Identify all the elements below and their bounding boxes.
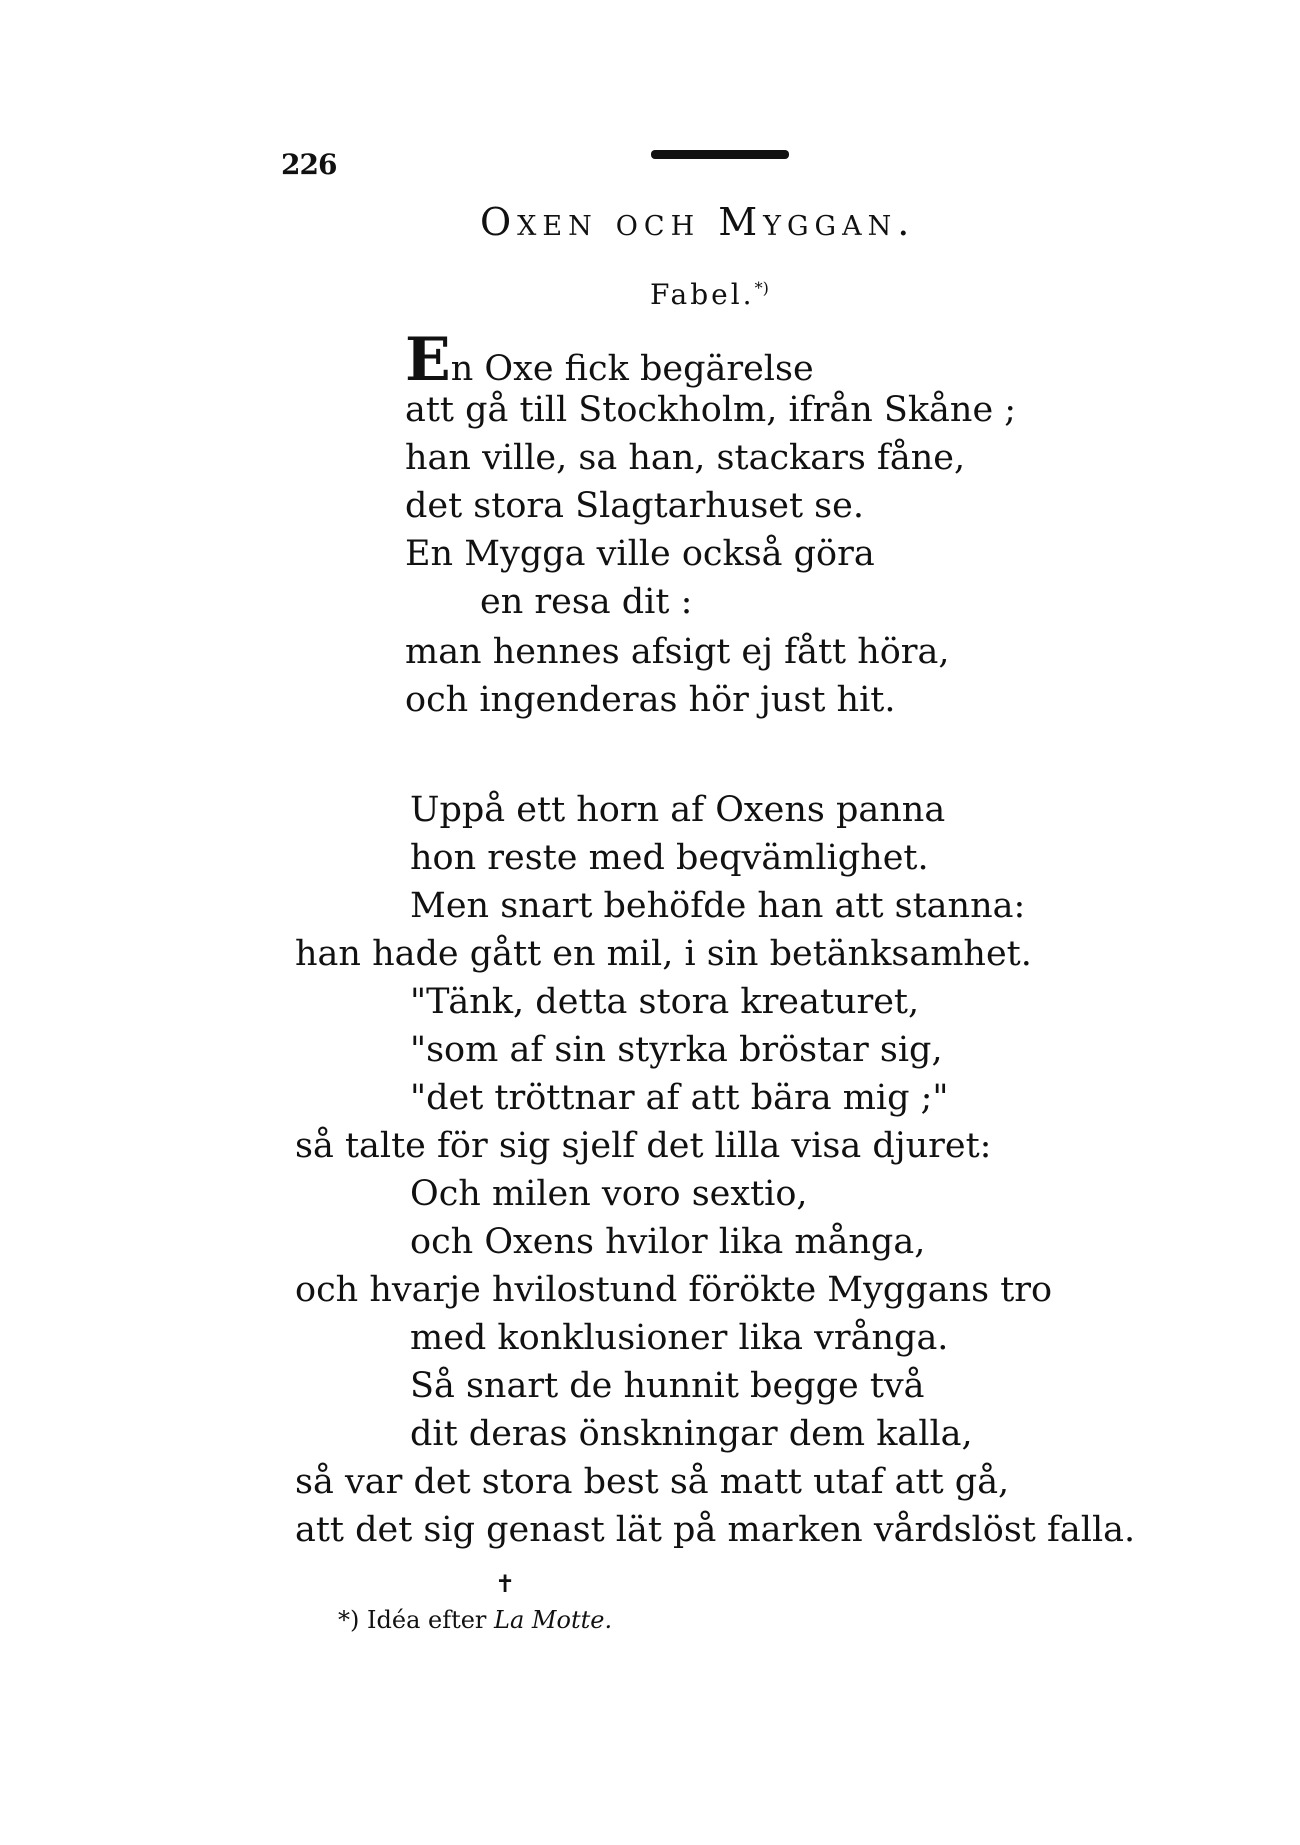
poem-line: det stora Slagtarhuset se. [405, 486, 864, 526]
poem-line: han ville, sa han, stackars fåne, [405, 438, 966, 478]
poem-line [405, 325, 814, 395]
page-number: 226 [281, 148, 337, 181]
poem-title: Oxen och Myggan. [480, 200, 916, 244]
poem-line: att gå till Stockholm, ifrån Skåne ; [405, 390, 1017, 430]
poem-line: han hade gått en mil, i sin betänksamhet. [295, 934, 1032, 974]
footnote-text: Idéa efter [367, 1606, 487, 1634]
subtitle-text: Fabel. [650, 278, 755, 311]
poem-line: och hvarje hvilostund förökte Myggans tro [295, 1270, 1053, 1310]
footnote-author: La Motte. [494, 1606, 613, 1634]
catchword-mark: ✝ [495, 1570, 516, 1598]
poem-line: så var det stora best så matt utaf att gå, [295, 1462, 1010, 1502]
poem-line: dit deras önskningar dem kalla, [410, 1414, 973, 1454]
header-rule [651, 150, 789, 159]
poem-line: Så snart de hunnit begge två [410, 1366, 925, 1406]
poem-line: En Mygga ville också göra [405, 534, 875, 574]
poem-line: Och milen voro sextio, [410, 1174, 808, 1214]
footnote [338, 1606, 612, 1634]
footnote-reference: *) [754, 278, 769, 298]
line-rest: n Oxe fick begärelse [450, 349, 814, 389]
poem-line: att det sig genast lät på marken vårdslöst falla. [295, 1510, 1136, 1550]
poem-line: med konklusioner lika vrånga. [410, 1318, 949, 1358]
footnote-mark: *) [338, 1606, 360, 1634]
poem-line: Uppå ett horn af Oxens panna [410, 790, 946, 830]
poem-line: "som af sin styrka bröstar sig, [410, 1030, 943, 1070]
poem-line: en resa dit : [480, 582, 693, 622]
poem-line: och Oxens hvilor lika många, [410, 1222, 926, 1262]
poem-line: "det tröttnar af att bära mig ;" [410, 1078, 949, 1118]
poem-line: och ingenderas hör just hit. [405, 680, 896, 720]
poem-subtitle [650, 278, 769, 311]
poem-line: "Tänk, detta stora kreaturet, [410, 982, 920, 1022]
poem-line: Men snart behöfde han att stanna: [410, 886, 1026, 926]
poem-line: hon reste med beqvämlighet. [410, 838, 929, 878]
poem-line: man hennes afsigt ej fått höra, [405, 632, 950, 672]
poem-line: så talte för sig sjelf det lilla visa djuret: [295, 1126, 992, 1166]
drop-cap: E [405, 325, 451, 395]
